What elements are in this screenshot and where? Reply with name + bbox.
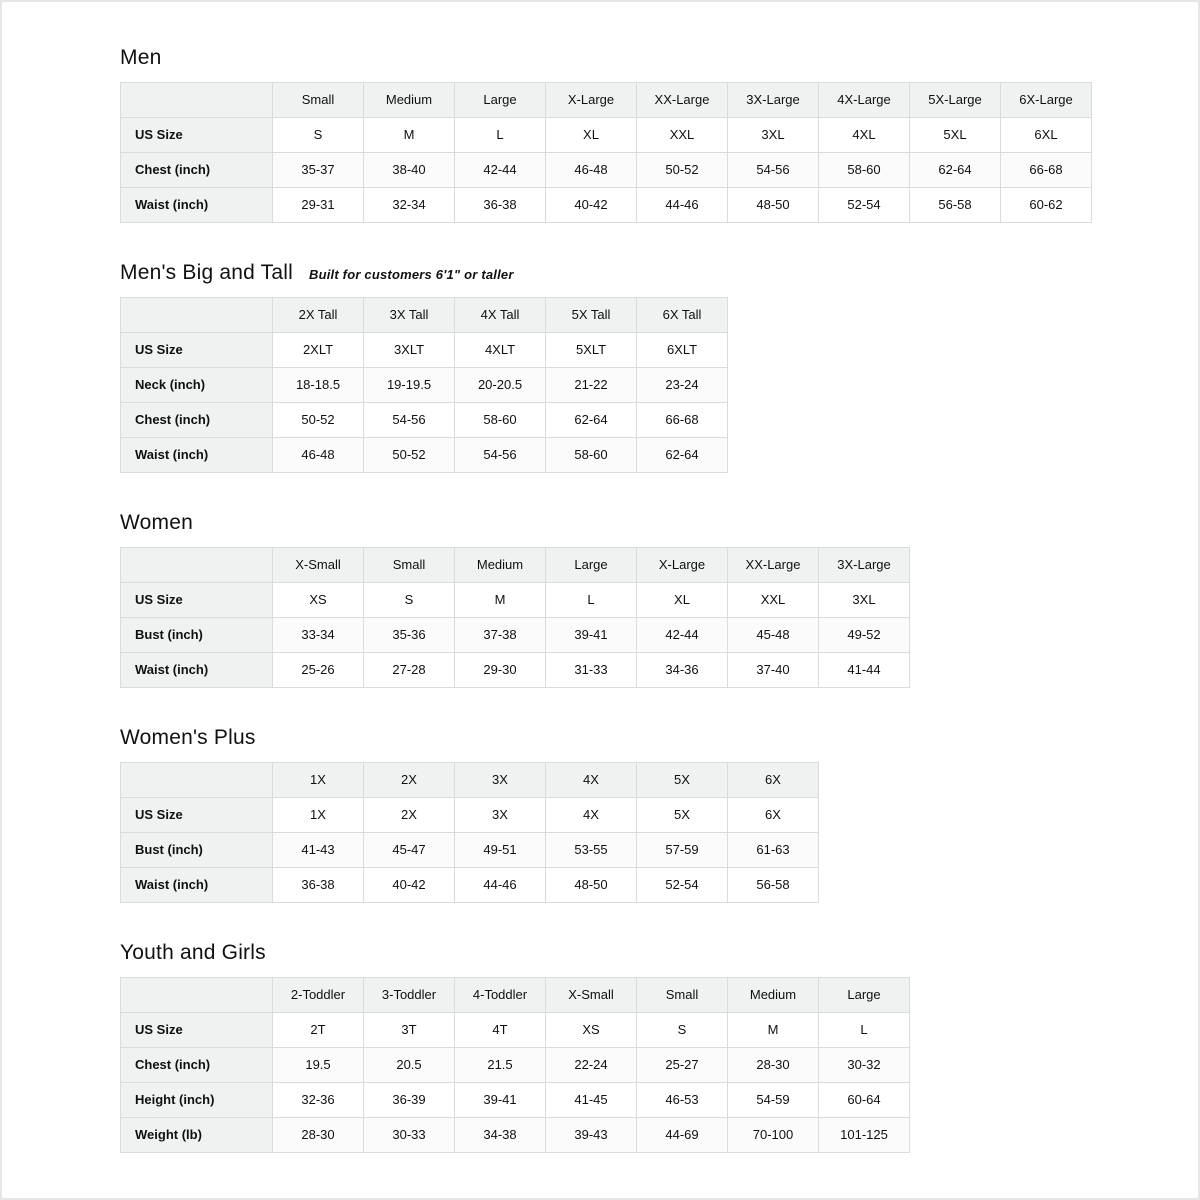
size-cell: 60-64 (819, 1083, 910, 1118)
size-cell: 19.5 (273, 1048, 364, 1083)
column-header: 2X (364, 763, 455, 798)
column-header: 2-Toddler (273, 978, 364, 1013)
table-row (121, 653, 910, 688)
column-header: 4X (546, 763, 637, 798)
size-cell: 39-43 (546, 1118, 637, 1153)
size-cell: 34-36 (637, 653, 728, 688)
column-header: 4X-Large (819, 83, 910, 118)
row-label: Chest (inch) (121, 403, 273, 438)
row-label: Waist (inch) (121, 438, 273, 473)
size-cell: 35-36 (364, 618, 455, 653)
size-cell: 49-51 (455, 833, 546, 868)
size-cell: 41-44 (819, 653, 910, 688)
size-section (120, 511, 1178, 688)
size-cell: 58-60 (455, 403, 546, 438)
size-cell: 6XL (1001, 118, 1092, 153)
size-cell: 3T (364, 1013, 455, 1048)
section-title: Women's Plus (120, 726, 256, 749)
size-cell: 39-41 (455, 1083, 546, 1118)
table-row (121, 438, 728, 473)
size-cell: XS (273, 583, 364, 618)
column-header: 4-Toddler (455, 978, 546, 1013)
size-cell: 4XL (819, 118, 910, 153)
size-cell: 3X (455, 798, 546, 833)
table-row (121, 368, 728, 403)
header-row (121, 763, 819, 798)
size-cell: 21-22 (546, 368, 637, 403)
size-table (120, 82, 1092, 223)
size-cell: 20.5 (364, 1048, 455, 1083)
size-cell: L (819, 1013, 910, 1048)
column-header: 6X (728, 763, 819, 798)
size-cell: 23-24 (637, 368, 728, 403)
size-cell: 56-58 (728, 868, 819, 903)
size-cell: M (728, 1013, 819, 1048)
corner-cell (121, 763, 273, 798)
table-row (121, 1083, 910, 1118)
size-cell: 48-50 (546, 868, 637, 903)
size-cell: XL (637, 583, 728, 618)
row-label: Weight (lb) (121, 1118, 273, 1153)
size-section (120, 941, 1178, 1153)
size-cell: 40-42 (546, 188, 637, 223)
size-cell: 54-56 (728, 153, 819, 188)
size-cell: 38-40 (364, 153, 455, 188)
column-header: Medium (728, 978, 819, 1013)
column-header: 3X Tall (364, 298, 455, 333)
sections (120, 46, 1178, 1153)
row-label: US Size (121, 583, 273, 618)
size-cell: M (364, 118, 455, 153)
column-header: X-Small (273, 548, 364, 583)
size-section (120, 46, 1178, 223)
size-cell: 35-37 (273, 153, 364, 188)
size-cell: 19-19.5 (364, 368, 455, 403)
row-label: Waist (inch) (121, 653, 273, 688)
size-cell: 5XLT (546, 333, 637, 368)
column-header: X-Large (637, 548, 728, 583)
size-cell: L (546, 583, 637, 618)
column-header: 4X Tall (455, 298, 546, 333)
size-cell: 44-46 (637, 188, 728, 223)
column-header: Large (819, 978, 910, 1013)
column-header: 3X-Large (728, 83, 819, 118)
column-header: Medium (455, 548, 546, 583)
size-table (120, 547, 910, 688)
row-label: US Size (121, 1013, 273, 1048)
size-cell: 61-63 (728, 833, 819, 868)
row-label: Bust (inch) (121, 618, 273, 653)
column-header: 5X Tall (546, 298, 637, 333)
size-cell: 21.5 (455, 1048, 546, 1083)
size-cell: 41-43 (273, 833, 364, 868)
size-cell: 20-20.5 (455, 368, 546, 403)
size-cell: XL (546, 118, 637, 153)
column-header: Small (637, 978, 728, 1013)
header-row (121, 548, 910, 583)
table-row (121, 333, 728, 368)
corner-cell (121, 548, 273, 583)
column-header: 2X Tall (273, 298, 364, 333)
size-cell: M (455, 583, 546, 618)
size-cell: 56-58 (910, 188, 1001, 223)
size-cell: 37-40 (728, 653, 819, 688)
size-cell: 44-46 (455, 868, 546, 903)
size-cell: 5XL (910, 118, 1001, 153)
size-cell: 54-56 (455, 438, 546, 473)
size-cell: 30-33 (364, 1118, 455, 1153)
size-table (120, 297, 728, 473)
row-label: Bust (inch) (121, 833, 273, 868)
size-cell: S (637, 1013, 728, 1048)
size-cell: 36-39 (364, 1083, 455, 1118)
size-cell: 62-64 (546, 403, 637, 438)
size-cell: 45-48 (728, 618, 819, 653)
header-row (121, 298, 728, 333)
size-cell: 48-50 (728, 188, 819, 223)
size-cell: 46-53 (637, 1083, 728, 1118)
size-cell: 32-34 (364, 188, 455, 223)
header-row (121, 83, 1092, 118)
size-cell: 3XL (728, 118, 819, 153)
size-cell: 57-59 (637, 833, 728, 868)
table-row (121, 1013, 910, 1048)
column-header: 6X Tall (637, 298, 728, 333)
column-header: 3X (455, 763, 546, 798)
size-cell: S (273, 118, 364, 153)
size-table (120, 762, 819, 903)
size-cell: 31-33 (546, 653, 637, 688)
row-label: Height (inch) (121, 1083, 273, 1118)
row-label: US Size (121, 333, 273, 368)
size-cell: XXL (728, 583, 819, 618)
size-cell: L (455, 118, 546, 153)
column-header: Small (364, 548, 455, 583)
size-cell: 2X (364, 798, 455, 833)
size-cell: 36-38 (273, 868, 364, 903)
table-row (121, 118, 1092, 153)
row-label: US Size (121, 798, 273, 833)
size-cell: 52-54 (819, 188, 910, 223)
size-cell: XXL (637, 118, 728, 153)
size-cell: 29-30 (455, 653, 546, 688)
size-cell: 37-38 (455, 618, 546, 653)
corner-cell (121, 83, 273, 118)
size-cell: 58-60 (546, 438, 637, 473)
size-cell: 32-36 (273, 1083, 364, 1118)
size-cell: 6XLT (637, 333, 728, 368)
size-cell: XS (546, 1013, 637, 1048)
size-cell: 62-64 (637, 438, 728, 473)
size-cell: 4XLT (455, 333, 546, 368)
row-label: Chest (inch) (121, 153, 273, 188)
column-header: XX-Large (637, 83, 728, 118)
section-title: Women (120, 511, 193, 534)
row-label: Waist (inch) (121, 868, 273, 903)
table-row (121, 1048, 910, 1083)
table-row (121, 153, 1092, 188)
size-cell: 70-100 (728, 1118, 819, 1153)
table-row (121, 833, 819, 868)
size-cell: 54-56 (364, 403, 455, 438)
size-cell: 29-31 (273, 188, 364, 223)
table-row (121, 618, 910, 653)
table-row (121, 583, 910, 618)
table-row (121, 403, 728, 438)
size-cell: 18-18.5 (273, 368, 364, 403)
size-cell: 25-26 (273, 653, 364, 688)
size-cell: 45-47 (364, 833, 455, 868)
size-cell: 2XLT (273, 333, 364, 368)
size-cell: 46-48 (546, 153, 637, 188)
size-section (120, 726, 1178, 903)
size-cell: 42-44 (455, 153, 546, 188)
table-row (121, 1118, 910, 1153)
size-cell: 66-68 (637, 403, 728, 438)
section-title: Men's Big and Tall Built for customers 6'1" or taller (120, 261, 514, 284)
size-cell: 50-52 (364, 438, 455, 473)
table-row (121, 798, 819, 833)
size-cell: 66-68 (1001, 153, 1092, 188)
corner-cell (121, 298, 273, 333)
section-subtitle: Built for customers 6'1" or taller (308, 267, 514, 282)
size-cell: 27-28 (364, 653, 455, 688)
row-label: Neck (inch) (121, 368, 273, 403)
size-cell: 34-38 (455, 1118, 546, 1153)
size-cell: 42-44 (637, 618, 728, 653)
column-header: 6X-Large (1001, 83, 1092, 118)
row-label: US Size (121, 118, 273, 153)
column-header: 3-Toddler (364, 978, 455, 1013)
size-cell: 2T (273, 1013, 364, 1048)
size-cell: 49-52 (819, 618, 910, 653)
size-cell: 33-34 (273, 618, 364, 653)
size-cell: 28-30 (273, 1118, 364, 1153)
size-cell: 5X (637, 798, 728, 833)
size-cell: 3XL (819, 583, 910, 618)
size-cell: 36-38 (455, 188, 546, 223)
section-title: Men (120, 46, 162, 69)
row-label: Chest (inch) (121, 1048, 273, 1083)
column-header: Large (455, 83, 546, 118)
size-cell: 22-24 (546, 1048, 637, 1083)
header-row (121, 978, 910, 1013)
size-cell: 30-32 (819, 1048, 910, 1083)
table-row (121, 188, 1092, 223)
size-cell: 60-62 (1001, 188, 1092, 223)
column-header: Medium (364, 83, 455, 118)
column-header: X-Large (546, 83, 637, 118)
size-cell: 52-54 (637, 868, 728, 903)
section-title: Youth and Girls (120, 941, 266, 964)
column-header: X-Small (546, 978, 637, 1013)
size-cell: 4X (546, 798, 637, 833)
size-cell: 41-45 (546, 1083, 637, 1118)
size-cell: 58-60 (819, 153, 910, 188)
size-cell: 3XLT (364, 333, 455, 368)
size-cell: 6X (728, 798, 819, 833)
column-header: 5X (637, 763, 728, 798)
size-cell: 25-27 (637, 1048, 728, 1083)
column-header: XX-Large (728, 548, 819, 583)
size-cell: 40-42 (364, 868, 455, 903)
column-header: 3X-Large (819, 548, 910, 583)
size-cell: 54-59 (728, 1083, 819, 1118)
size-cell: 101-125 (819, 1118, 910, 1153)
size-table (120, 977, 910, 1153)
size-cell: 50-52 (273, 403, 364, 438)
size-cell: 62-64 (910, 153, 1001, 188)
row-label: Waist (inch) (121, 188, 273, 223)
size-cell: 1X (273, 798, 364, 833)
size-cell: 39-41 (546, 618, 637, 653)
size-cell: 28-30 (728, 1048, 819, 1083)
column-header: Small (273, 83, 364, 118)
column-header: Large (546, 548, 637, 583)
size-cell: 4T (455, 1013, 546, 1048)
column-header: 1X (273, 763, 364, 798)
corner-cell (121, 978, 273, 1013)
size-cell: 53-55 (546, 833, 637, 868)
size-cell: 50-52 (637, 153, 728, 188)
size-cell: S (364, 583, 455, 618)
size-cell: 44-69 (637, 1118, 728, 1153)
table-row (121, 868, 819, 903)
column-header: 5X-Large (910, 83, 1001, 118)
size-cell: 46-48 (273, 438, 364, 473)
size-section (120, 261, 1178, 473)
